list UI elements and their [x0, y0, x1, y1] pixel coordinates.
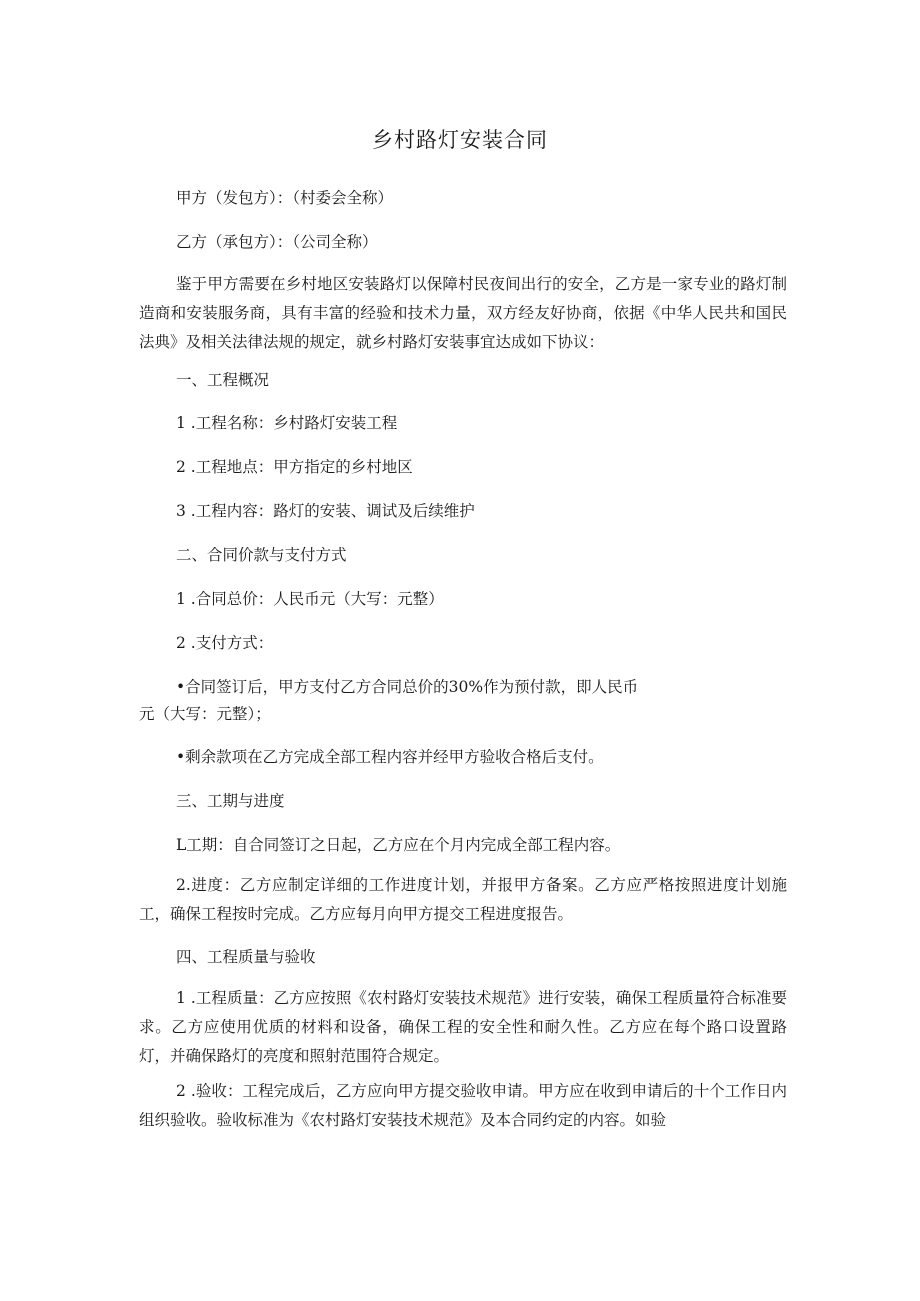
party-a-line: 甲方（发包方）：（村委会全称） [176, 189, 394, 207]
preamble-paragraph: 鉴于甲方需要在乡村地区安装路灯以保障村民夜间出行的安全，乙方是一家专业的路灯制造商和安装服务商，具有丰富的经验和技术力量，双方经友好协商，依据《中华人民共和国民法典》及相关法律法规的规定，就乡村路灯安装事宜达成如下协议： [139, 275, 787, 351]
section2-item1: 1 .合同总价：人民币元（大写：元整） [176, 590, 444, 608]
document-title: 乡村路灯安装合同 [372, 128, 548, 152]
section3-item1: L工期：自合同签订之日起，乙方应在个月内完成全部工程内容。 [176, 836, 621, 854]
section2-heading: 二、合同价款与支付方式 [176, 546, 347, 564]
section4-item1: 1 .工程质量：乙方应按照《农村路灯安装技术规范》进行安装，确保工程质量符合标准要求。乙方应使用优质的材料和设备，确保工程的安全性和耐久性。乙方应在每个路口设置路灯，并确保路灯的亮度和照射范围符合规定。 [139, 989, 787, 1065]
section4-item2: 2 .验收：工程完成后，乙方应向甲方提交验收申请。甲方应在收到申请后的十个工作日内组织验收。验收标准为《农村路灯安装技术规范》及本合同约定的内容。如验 [139, 1082, 787, 1129]
section1-item1: 1 .工程名称：乡村路灯安装工程 [176, 414, 398, 432]
section2-bullet1-line2: 元（大写：元整）； [139, 705, 271, 723]
party-b-line: 乙方（承包方）：（公司全称） [176, 233, 378, 251]
section1-heading: 一、工程概况 [176, 371, 270, 389]
section1-item2: 2 .工程地点：甲方指定的乡村地区 [176, 458, 413, 476]
section4-heading: 四、工程质量与验收 [176, 948, 316, 966]
section1-item3: 3 .工程内容：路灯的安装、调试及后续维护 [176, 502, 475, 520]
section3-item2: 2.进度：乙方应制定详细的工作进度计划，并报甲方备案。乙方应严格按照进度计划施工，确保工程按时完成。乙方应每月向甲方提交工程进度报告。 [139, 876, 787, 923]
section2-bullet1-line1: •合同签订后，甲方支付乙方合同总价的30%作为预付款，即人民币 [176, 678, 639, 696]
section2-bullet2: •剩余款项在乙方完成全部工程内容并经甲方验收合格后支付。 [176, 748, 604, 766]
section3-heading: 三、工期与进度 [176, 792, 285, 810]
section2-item2: 2 .支付方式： [176, 634, 274, 652]
